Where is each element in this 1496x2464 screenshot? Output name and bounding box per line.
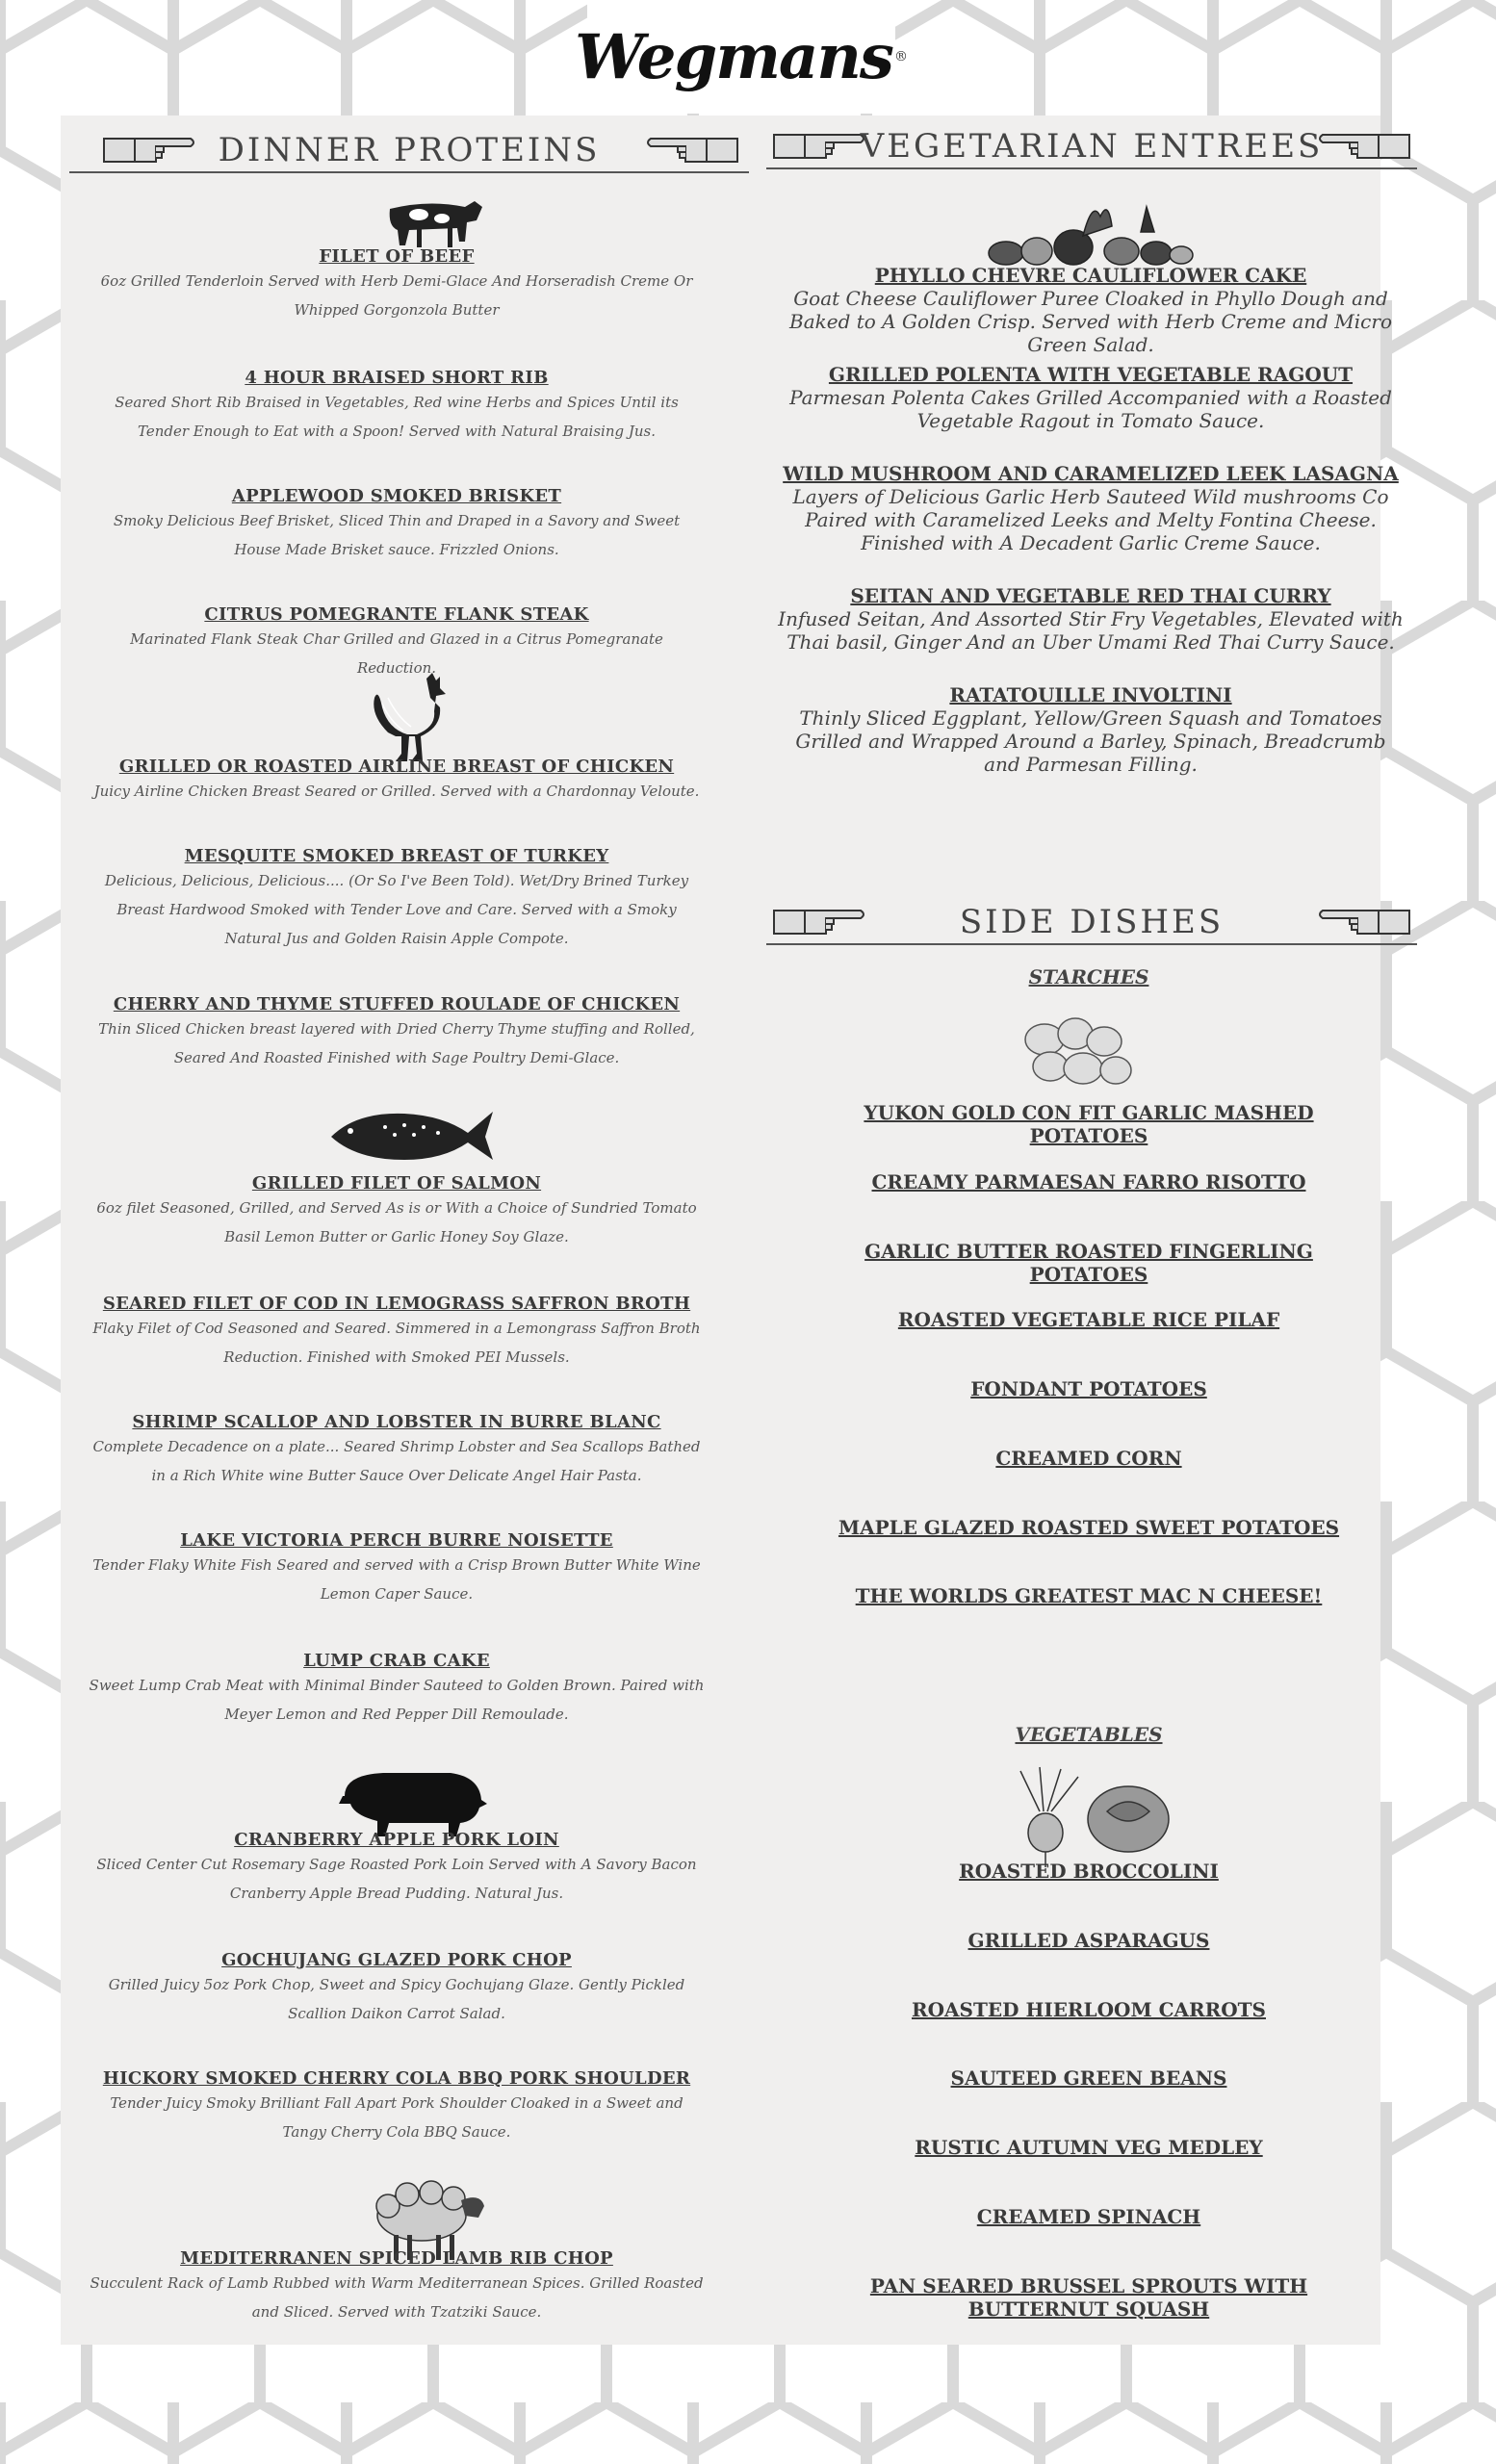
menu-item-description: Marinated Flank Steak Char Grilled and Glazed in a Citrus Pomegranate Reduction.	[130, 630, 663, 677]
menu-item-description: Infused Seitan, And Assorted Stir Fry Vegetables, Elevated with Thai basil, Ginger And an Uber Umami Red Thai Curry Sauce.	[778, 607, 1404, 654]
menu-item-description: Sliced Center Cut Rosemary Sage Roasted Pork Loin Served with A Savory Bacon Cranberry Apple Bread Pudding. Natural Jus.	[96, 1856, 697, 1902]
proteins-column	[79, 0, 714, 2464]
side-dish-item: THE WORLDS GREATEST MAC N CHEESE!	[855, 1584, 1323, 1607]
registered-mark: ®	[893, 49, 908, 64]
section-title-vegetarian: VEGETARIAN ENTREES	[860, 127, 1324, 166]
side-dish-item: CREAMED SPINACH	[976, 2205, 1201, 2228]
menu-item	[79, 604, 714, 682]
logo-text: Wegmans	[575, 20, 892, 93]
menu-item-description: Goat Cheese Cauliflower Puree Cloaked in Phyllo Dough and Baked to A Golden Crisp. Served with Herb Creme and Micro Green Salad.	[789, 287, 1392, 356]
menu-item-description: Thin Sliced Chicken breast layered with Dried Cherry Thyme stuffing and Rolled, Seared And Roasted Finished with Sage Poultry Demi-Glace.	[98, 1020, 695, 1066]
menu-item-title: SEARED FILET OF COD IN LEMOGRASS SAFFRON BROTH	[102, 1294, 691, 1314]
section-title-sides: SIDE DISHES	[959, 903, 1225, 941]
menu-item-description: Sweet Lump Crab Meat with Minimal Binder Sauteed to Golden Brown. Paired with Meyer Lemon and Red Pepper Dill Remoulade.	[89, 1677, 705, 1723]
starches-label: STARCHES	[1028, 965, 1149, 988]
menu-item	[79, 757, 714, 806]
menu-item-title: LAKE VICTORIA PERCH BURRE NOISETTE	[180, 1530, 613, 1551]
menu-item	[79, 846, 714, 953]
menu-item-description: Flaky Filet of Cod Seasoned and Seared. Simmered in a Lemongrass Saffron Broth Reduction. Finished with Smoked PEI Mussels.	[92, 1320, 701, 1366]
menu-item	[79, 1530, 714, 1608]
menu-item-title: CITRUS POMEGRANTE FLANK STEAK	[204, 604, 589, 625]
menu-item-title: PHYLLO CHEVRE CAULIFLOWER CAKE	[874, 264, 1307, 287]
side-dish-item: PAN SEARED BRUSSEL SPROUTS WITH BUTTERNUT SQUASH	[869, 2274, 1308, 2321]
section-title-proteins: DINNER PROTEINS	[218, 131, 601, 169]
menu-item-description: Seared Short Rib Braised in Vegetables, Red wine Herbs and Spices Until its Tender Enough to Eat with a Spoon! Served with Natural Braising Jus.	[115, 394, 679, 440]
side-dish-item: GRILLED ASPARAGUS	[967, 1929, 1210, 1952]
menu-item-description: Parmesan Polenta Cakes Grilled Accompanied with a Roasted Vegetable Ragout in Tomato Sauce.	[789, 386, 1392, 432]
menu-item-description: Grilled Juicy 5oz Pork Chop, Sweet and Spicy Gochujang Glaze. Gently Pickled Scallion Daikon Carrot Salad.	[108, 1976, 685, 2022]
menu-item	[79, 2068, 714, 2146]
side-dish-item: SAUTEED GREEN BEANS	[950, 2066, 1227, 2090]
menu-item-title: GOCHUJANG GLAZED PORK CHOP	[221, 1950, 572, 1970]
menu-item-title: 4 HOUR BRAISED SHORT RIB	[245, 368, 549, 388]
menu-item	[79, 1830, 714, 1908]
sides-column	[805, 0, 1373, 2464]
menu-item-description: 6oz Grilled Tenderloin Served with Herb Demi-Glace And Horseradish Creme Or Whipped Gorgonzola Butter	[100, 272, 693, 319]
menu-item-description: Juicy Airline Chicken Breast Seared or Grilled. Served with a Chardonnay Veloute.	[93, 783, 700, 800]
side-dish-item: GARLIC BUTTER ROASTED FINGERLING POTATOES	[864, 1240, 1313, 1286]
side-dish-item: YUKON GOLD CON FIT GARLIC MASHED POTATOES	[864, 1101, 1314, 1147]
menu-item-title: SHRIMP SCALLOP AND LOBSTER IN BURRE BLANC	[132, 1412, 661, 1432]
menu-item-title: CRANBERRY APPLE PORK LOIN	[234, 1830, 559, 1850]
menu-item	[79, 1412, 714, 1490]
menu-item-title: MESQUITE SMOKED BREAST OF TURKEY	[184, 846, 609, 866]
side-dish-item: RUSTIC AUTUMN VEG MEDLEY	[915, 2136, 1263, 2159]
menu-item	[79, 2248, 714, 2326]
side-dish-item: CREAMY PARMAESAN FARRO RISOTTO	[871, 1170, 1306, 1194]
menu-item-description: Tender Juicy Smoky Brilliant Fall Apart Pork Shoulder Cloaked in a Sweet and Tangy Cherry Cola BBQ Sauce.	[110, 2094, 684, 2141]
menu-item	[79, 1294, 714, 1372]
side-dish-item: ROASTED VEGETABLE RICE PILAF	[897, 1308, 1280, 1331]
side-dish-item: FONDANT POTATOES	[970, 1377, 1207, 1400]
vegetables-label: VEGETABLES	[1015, 1723, 1163, 1746]
menu-item	[79, 1173, 714, 1251]
menu-item-description: Smoky Delicious Beef Brisket, Sliced Thin and Draped in a Savory and Sweet House Made Brisket sauce. Frizzled Onions.	[113, 512, 681, 558]
menu-item-title: MEDITERRANEN SPICED LAMB RIB CHOP	[180, 2248, 613, 2269]
menu-item-title: SEITAN AND VEGETABLE RED THAI CURRY	[850, 584, 1331, 607]
menu-item-title: LUMP CRAB CAKE	[303, 1651, 490, 1671]
menu-item-description: Complete Decadence on a plate... Seared Shrimp Lobster and Sea Scallops Bathed in a Rich White wine Butter Sauce Over Delicate Angel Hair Pasta.	[92, 1438, 701, 1484]
side-dish-item: CREAMED CORN	[995, 1447, 1182, 1470]
menu-item-title: FILET OF BEEF	[319, 246, 475, 267]
menu-item-title: HICKORY SMOKED CHERRY COLA BBQ PORK SHOULDER	[102, 2068, 691, 2089]
menu-item	[79, 1651, 714, 1729]
menu-item-title: WILD MUSHROOM AND CARAMELIZED LEEK LASAGNA	[783, 462, 1399, 485]
menu-item-description: 6oz filet Seasoned, Grilled, and Served As is or With a Choice of Sundried Tomato Basil Lemon Butter or Garlic Honey Soy Glaze.	[96, 1199, 697, 1245]
menu-item	[79, 994, 714, 1072]
menu-item-description: Delicious, Delicious, Delicious.... (Or So I've Been Told). Wet/Dry Brined Turkey Breast Hardwood Smoked with Tender Love and Care. Served with a Smoky Natural Jus and Golden Raisin Apple Compote.	[104, 872, 689, 947]
menu-item-title: GRILLED OR ROASTED AIRLINE BREAST OF CHICKEN	[118, 757, 675, 777]
menu-item	[79, 486, 714, 564]
menu-item	[79, 368, 714, 446]
menu-item-description: Succulent Rack of Lamb Rubbed with Warm Mediterranean Spices. Grilled Roasted and Sliced. Served with Tzatziki Sauce.	[90, 2274, 704, 2321]
menu-item	[79, 1950, 714, 2028]
menu-item-title: GRILLED POLENTA WITH VEGETABLE RAGOUT	[828, 363, 1354, 386]
menu-item-description: Layers of Delicious Garlic Herb Sauteed Wild mushrooms Co Paired with Caramelized Leeks and Melty Fontina Cheese. Finished with A Decadent Garlic Creme Sauce.	[792, 485, 1389, 554]
menu-item-description: Thinly Sliced Eggplant, Yellow/Green Squash and Tomatoes Grilled and Wrapped Around a Barley, Spinach, Breadcrumb and Parmesan Filling.	[795, 706, 1386, 776]
menu-item-title: CHERRY AND THYME STUFFED ROULADE OF CHICKEN	[113, 994, 681, 1014]
side-dish-item: MAPLE GLAZED ROASTED SWEET POTATOES	[838, 1516, 1340, 1539]
menu-item-title: RATATOUILLE INVOLTINI	[949, 683, 1232, 706]
menu-item-title: GRILLED FILET OF SALMON	[251, 1173, 542, 1194]
menu-item-description: Tender Flaky White Fish Seared and served with a Crisp Brown Butter White Wine Lemon Caper Sauce.	[92, 1556, 701, 1603]
menu-item	[79, 246, 714, 324]
side-dish-item: ROASTED HIERLOOM CARROTS	[912, 1998, 1266, 2021]
side-dish-item: ROASTED BROCCOLINI	[959, 1860, 1219, 1883]
menu-item-title: APPLEWOOD SMOKED BRISKET	[231, 486, 562, 506]
